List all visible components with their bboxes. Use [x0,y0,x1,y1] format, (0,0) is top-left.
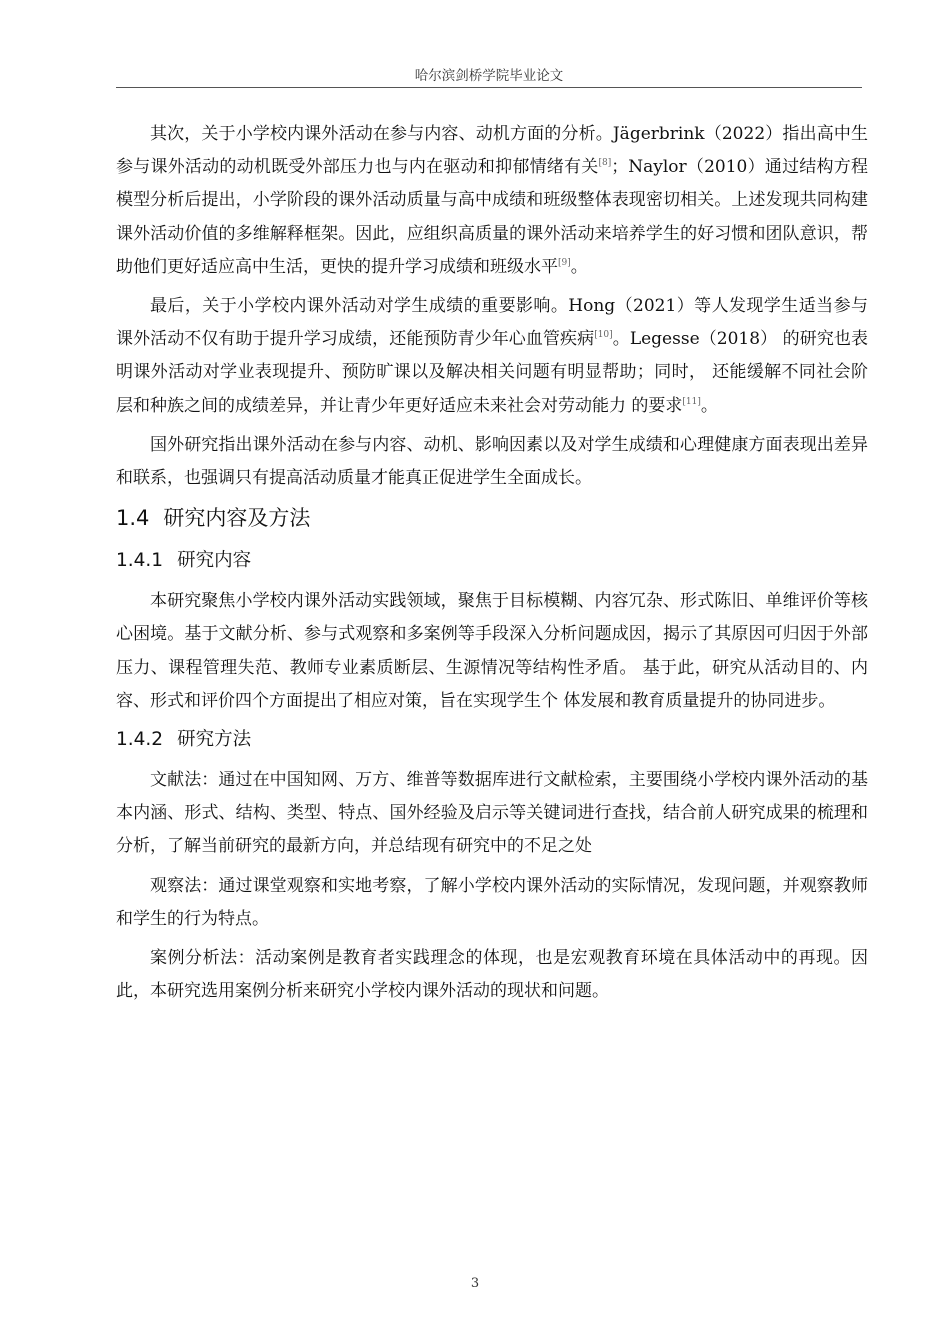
citation-ref: [8] [598,158,612,169]
citation-ref: [10] [594,330,613,341]
section-heading-1-4: 1.4 研究内容及方法 [116,506,311,531]
header-divider [116,87,862,88]
page-body [116,118,868,1014]
paragraph-observation-method: 观察法：通过课堂观察和实地考察，了解小学校内课外活动的实际情况，发现问题，并观察教师和学生的行为特点。 [116,875,868,929]
paragraph-case-method: 案例分析法：活动案例是教育者实践理念的体现，也是宏观教育环境在具体活动中的再现。因此，本研究选用案例分析来研究小学校内课外活动的现状和问题。 [116,948,868,1002]
paragraph-summary: 国外研究指出课外活动在参与内容、动机、影响因素以及对学生成绩和心理健康方面表现出差异和联系，也强调只有提高活动质量才能真正促进学生全面成长。 [116,434,868,489]
section-heading-1-4-2: 1.4.2 研究方法 [116,729,252,751]
paragraph-motivation: 其次，关于小学校内课外活动在参与内容、动机方面的分析。Jägerbrink（2022）指出高中生参与课外活动的动机既受外部压力也与内在驱动和抑郁情绪有关[8]；Naylor（2010）通过结构方程模型分析后提出，小学阶段的课外活动质量与高中成绩和班级整体表现密切相关。上述发现共同构建课外活动价值的多维解释框架。因此，应组织高质量的课外活动来培养学生的好习惯和团队意识，帮助他们更好适应高中生活，更快的提升学习成绩和班级水平[9]。 [116,124,868,277]
paragraph-literature-method: 文献法：通过在中国知网、万方、维普等数据库进行文献检索，主要围绕小学校内课外活动的基本内涵、形式、结构、类型、特点、国外经验及启示等关键词进行查找，结合前人研究成果的梳理和分析，了解当前研究的最新方向，并总结现有研究中的不足之处 [116,770,868,857]
page-header: 哈尔滨剑桥学院毕业论文 [414,68,564,84]
citation-ref: [9] [558,257,571,268]
paragraph-research-content: 本研究聚焦小学校内课外活动实践领域，聚焦于目标模糊、内容冗杂、形式陈旧、单维评价等核心困境。基于文献分析、参与式观察和多案例等手段深入分析问题成因，揭示了其原因可归因于外部压力、课程管理失范、教师专业素质断层、生源情况等结构性矛盾。 基于此，研究从活动目的、内容、形式和评价四个方面提出了相应对策，旨在实现学生个 体发展和教育质量提升的协同进步。 [116,591,868,711]
paragraph-impact: 最后，关于小学校内课外活动对学生成绩的重要影响。Hong（2021）等人发现学生适当参与课外活动不仅有助于提升学习成绩，还能预防青少年心血管疾病[10]。Legesse（2018） 的研究也表明课外活动对学业表现提升、预防旷课以及解决相关问题有明显帮助；同时， 还能缓解不同社会阶层和种族之间的成绩差异，并让青少年更好适应未来社会对劳动能力 的要求[11]。 [116,296,868,416]
citation-ref: [11] [682,396,701,407]
page-number: 3 [470,1276,480,1291]
section-heading-1-4-1: 1.4.1 研究内容 [116,550,252,572]
